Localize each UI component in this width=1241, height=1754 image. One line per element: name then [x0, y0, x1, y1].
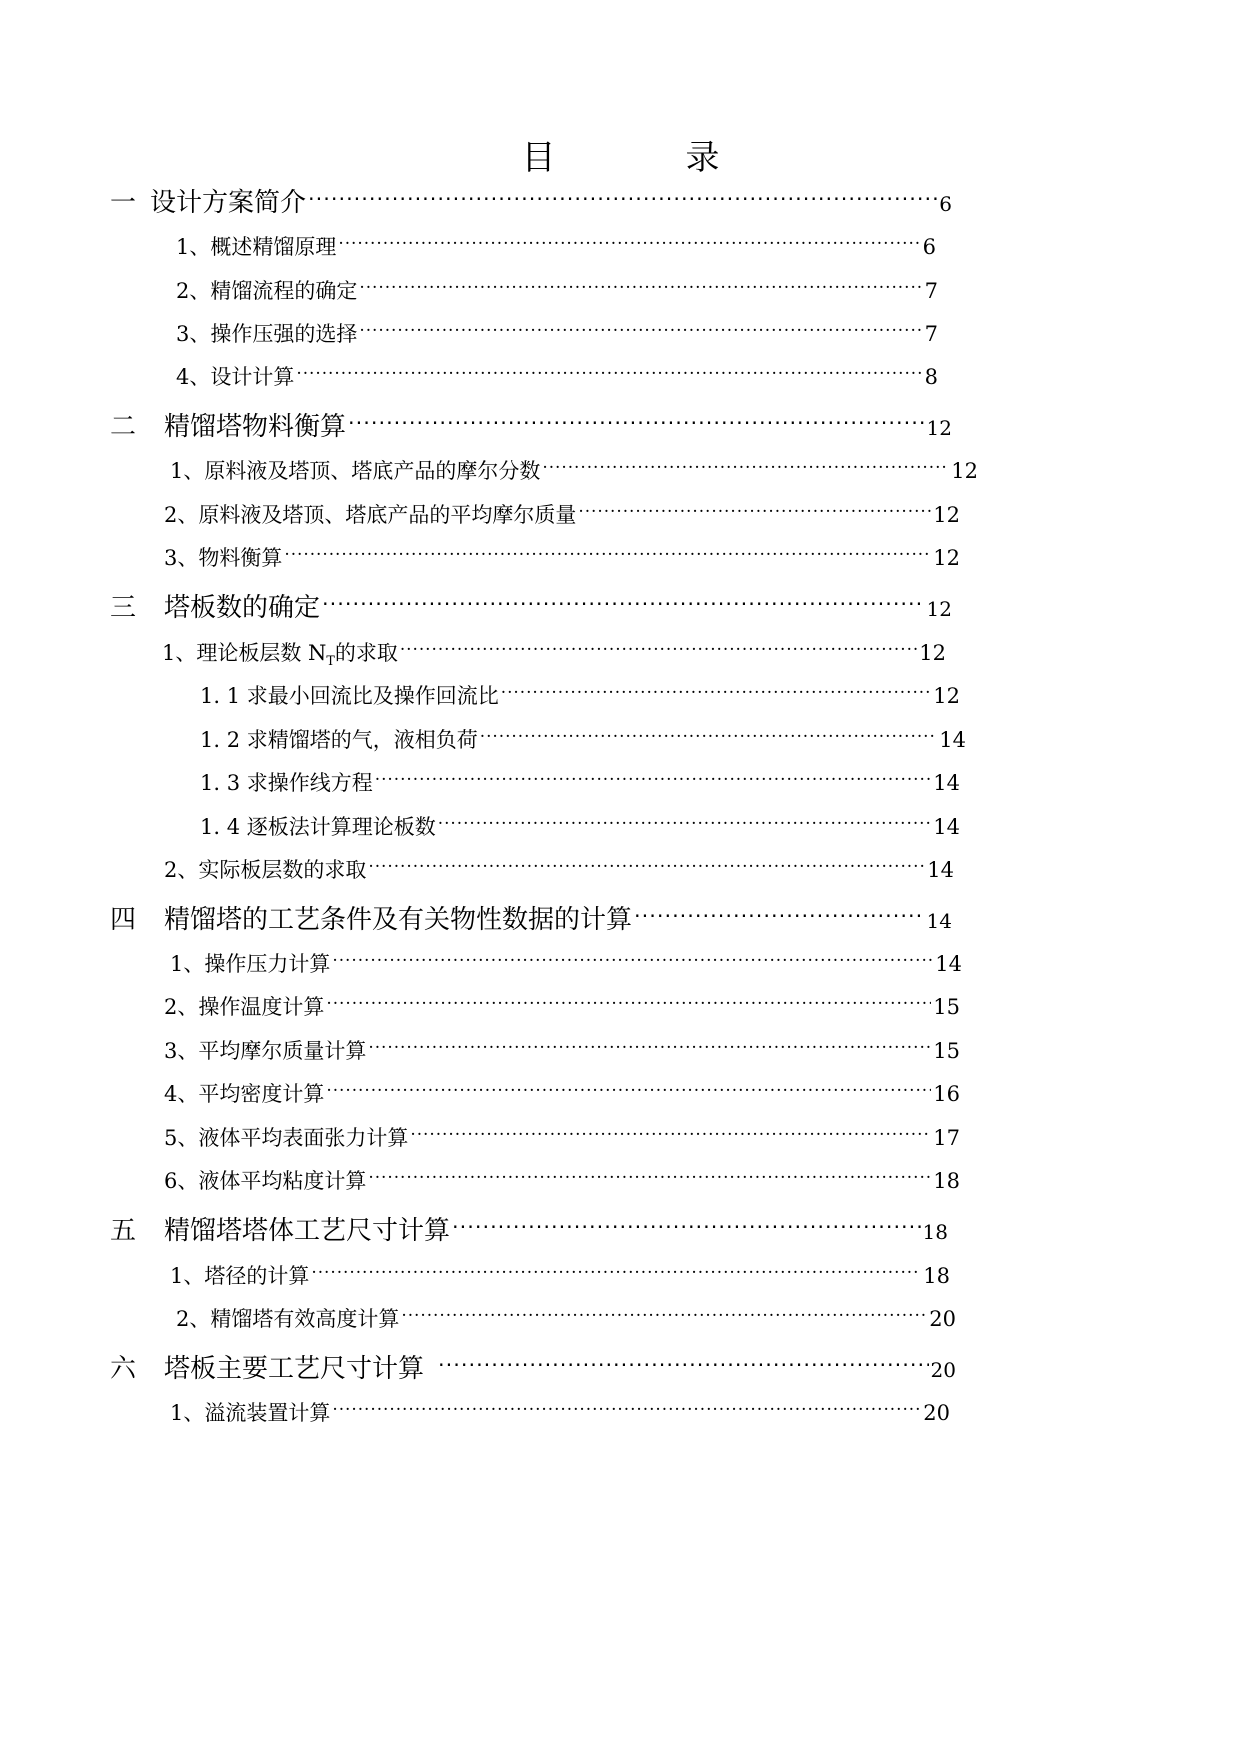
- section-label-text: 的求取: [334, 641, 398, 666]
- chapter-label: 精馏塔塔体工艺尺寸计算: [164, 1215, 451, 1246]
- dot-leader: [401, 1303, 927, 1326]
- dot-leader: [338, 231, 920, 254]
- toc-subsection-1-1[interactable]: [200, 680, 960, 711]
- dot-leader: [410, 1122, 931, 1145]
- page-number: 15: [933, 995, 960, 1020]
- chapter-number: 四: [110, 904, 137, 935]
- page-number: 12: [933, 503, 960, 528]
- toc-section-3-2[interactable]: [164, 854, 954, 885]
- subsection-label: 1. 4 逐板法计算理论板数: [200, 815, 436, 840]
- toc-chapter-6[interactable]: [110, 1348, 956, 1387]
- page-number: 8: [924, 365, 938, 390]
- page-number: 18: [933, 1169, 960, 1194]
- subsection-label: 1. 3 求操作线方程: [200, 771, 373, 796]
- chapter-label: 设计方案简介: [150, 187, 307, 218]
- subsection-label: 1. 1 求最小回流比及操作回流比: [200, 684, 499, 709]
- page-title: 目 录: [521, 138, 768, 178]
- page-number: 14: [926, 908, 952, 933]
- section-label: 1、溢流装置计算: [170, 1401, 331, 1426]
- page-number: 14: [933, 771, 960, 796]
- chapter-number: 一: [110, 187, 137, 218]
- toc-chapter-3[interactable]: [110, 587, 952, 626]
- toc-subsection-1-3[interactable]: [200, 767, 960, 798]
- toc-section-3-1[interactable]: [162, 637, 946, 676]
- dot-leader: [348, 406, 925, 435]
- toc-section-5-1[interactable]: [170, 1260, 950, 1291]
- toc-chapter-2[interactable]: [110, 406, 952, 445]
- section-label: 2、操作温度计算: [164, 995, 325, 1020]
- dot-leader: [400, 637, 917, 660]
- subscript: T: [326, 653, 335, 669]
- section-label-text: 1、理论板层数 N: [162, 641, 327, 666]
- section-label: [162, 638, 398, 676]
- chapter-number: 五: [110, 1215, 137, 1246]
- dot-leader: [375, 767, 932, 790]
- section-label: 2、实际板层数的求取: [164, 858, 367, 883]
- page-number: 14: [933, 815, 960, 840]
- subsection-label: 1. 2 求精馏塔的气，液相负荷: [200, 728, 478, 753]
- page-number: 15: [933, 1039, 960, 1064]
- section-label: 1、原料液及塔顶、塔底产品的摩尔分数: [170, 459, 541, 484]
- page-number: 14: [935, 952, 962, 977]
- page-number: 20: [929, 1307, 956, 1332]
- toc-chapter-5[interactable]: [110, 1210, 948, 1249]
- dot-leader: [438, 1348, 929, 1377]
- section-label: 2、原料液及塔顶、塔底产品的平均摩尔质量: [164, 503, 577, 528]
- toc-section-1-1[interactable]: [176, 231, 936, 262]
- chapter-number: 三: [110, 592, 137, 623]
- dot-leader: [359, 275, 922, 298]
- dot-leader: [368, 1035, 931, 1058]
- page-number: 7: [924, 322, 938, 347]
- toc-section-2-1[interactable]: [170, 455, 978, 486]
- toc-section-1-4[interactable]: [176, 361, 938, 392]
- toc-chapter-4[interactable]: [110, 899, 952, 938]
- dot-leader: [311, 1260, 921, 1283]
- toc-section-4-4[interactable]: [164, 1078, 960, 1109]
- dot-leader: [368, 854, 925, 877]
- dot-leader: [368, 1165, 931, 1188]
- section-label: 1、操作压力计算: [170, 952, 331, 977]
- section-label: 1、概述精馏原理: [176, 235, 337, 260]
- dot-leader: [332, 948, 933, 971]
- section-label: 3、平均摩尔质量计算: [164, 1039, 367, 1064]
- toc-section-5-2[interactable]: [176, 1303, 956, 1334]
- dot-leader: [480, 724, 938, 747]
- chapter-label: 塔板数的确定: [164, 592, 321, 623]
- dot-leader: [452, 1210, 921, 1239]
- toc-chapter-1[interactable]: [110, 182, 952, 221]
- section-label: 3、物料衡算: [164, 546, 283, 571]
- page-number: 12: [926, 415, 952, 440]
- toc-section-4-2[interactable]: [164, 991, 960, 1022]
- page-number: 18: [923, 1264, 950, 1289]
- toc-section-2-3[interactable]: [164, 542, 960, 573]
- toc-section-4-1[interactable]: [170, 948, 962, 979]
- toc-section-4-5[interactable]: [164, 1122, 960, 1153]
- toc-subsection-1-2[interactable]: [200, 724, 966, 755]
- page-number: 20: [930, 1357, 956, 1382]
- dot-leader: [332, 1397, 921, 1420]
- chapter-number: 二: [110, 411, 137, 442]
- dot-leader: [438, 811, 932, 834]
- chapter-label: 精馏塔的工艺条件及有关物性数据的计算: [164, 904, 633, 935]
- toc-section-1-3[interactable]: [176, 318, 938, 349]
- page-number: 12: [933, 684, 960, 709]
- dot-leader: [501, 680, 932, 703]
- dot-leader: [542, 455, 949, 478]
- page-number: 14: [939, 728, 966, 753]
- section-label: 2、精馏塔有效高度计算: [176, 1307, 400, 1332]
- toc-section-4-3[interactable]: [164, 1035, 960, 1066]
- page-number: 18: [922, 1219, 948, 1244]
- toc-section-6-1[interactable]: [170, 1397, 950, 1428]
- section-label: 6、液体平均粘度计算: [164, 1169, 367, 1194]
- toc-section-1-2[interactable]: [176, 275, 938, 306]
- toc-subsection-1-4[interactable]: [200, 811, 960, 842]
- toc-section-4-6[interactable]: [164, 1165, 960, 1196]
- page-number: 6: [922, 235, 936, 260]
- page-number: 12: [933, 546, 960, 571]
- chapter-label: 精馏塔物料衡算: [164, 411, 347, 442]
- section-label: 1、塔径的计算: [170, 1264, 310, 1289]
- page-number: 6: [939, 191, 952, 216]
- page-number: 17: [933, 1126, 960, 1151]
- page-number: 14: [927, 858, 954, 883]
- dot-leader: [326, 991, 931, 1014]
- section-label: 2、精馏流程的确定: [176, 279, 358, 304]
- dot-leader: [284, 542, 931, 565]
- toc-section-2-2[interactable]: [164, 499, 960, 530]
- page-number: 20: [923, 1401, 950, 1426]
- page-number: 7: [924, 279, 938, 304]
- dot-leader: [308, 182, 937, 211]
- dot-leader: [578, 499, 931, 522]
- chapter-number: 六: [110, 1353, 137, 1384]
- page-number: 12: [919, 641, 946, 666]
- section-label: 4、设计计算: [176, 365, 295, 390]
- section-label: 4、平均密度计算: [164, 1082, 325, 1107]
- section-label: 3、操作压强的选择: [176, 322, 358, 347]
- section-label: 5、液体平均表面张力计算: [164, 1126, 409, 1151]
- dot-leader: [296, 361, 922, 384]
- page-number: 12: [951, 459, 978, 484]
- chapter-label: 塔板主要工艺尺寸计算: [164, 1353, 425, 1384]
- dot-leader: [359, 318, 922, 341]
- dot-leader: [634, 899, 925, 928]
- page-number: 12: [926, 596, 952, 621]
- page-number: 16: [933, 1082, 960, 1107]
- dot-leader: [322, 587, 925, 616]
- dot-leader: [326, 1078, 931, 1101]
